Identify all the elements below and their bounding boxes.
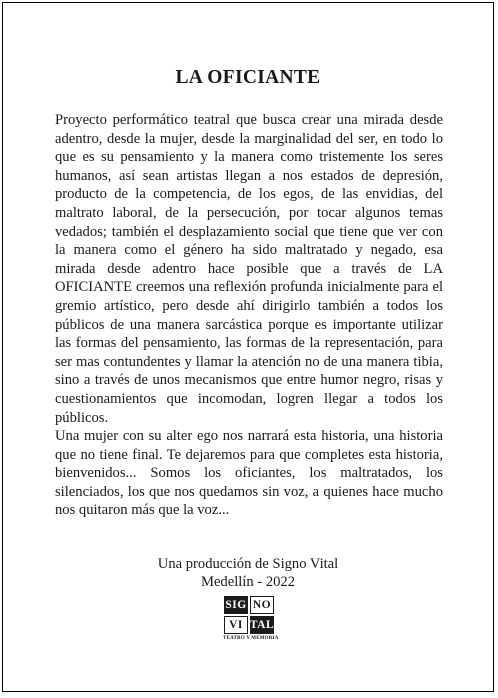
- paragraph-invitation: Una mujer con su alter ego nos narrará esta historia, una historia que no tiene final. Te dejaremos para que completes esta historia, bienvenidos... Somos los oficiantes, los maltratados, los silenciados, los que nos quedamos sin voz, a quienes hace mucho nos quitaron más que la voz...: [55, 428, 443, 519]
- signo-vital-logo: [223, 596, 279, 643]
- document-body: [55, 111, 443, 520]
- logo-cell-vi: VI: [224, 616, 248, 634]
- logo-tagline: TEATRO Y MEMORIA: [223, 636, 279, 641]
- logo-cell-no: NO: [250, 596, 274, 614]
- production-credit: Una producción de Signo Vital: [157, 556, 339, 572]
- logo-grid: [224, 596, 275, 634]
- document-page: [2, 2, 494, 692]
- place-year: Medellín - 2022: [200, 574, 296, 590]
- document-title: LA OFICIANTE: [175, 67, 321, 88]
- logo-cell-sig: SIG: [224, 596, 248, 614]
- paragraph-description: Proyecto performático teatral que busca crear una mirada desde adentro, desde la mujer, desde la marginalidad del ser, en todo lo que es su pensamiento y la manera como tristemente los seres humanos, así sean artistas llegan a nos estados de depresión, producto de la competencia, de los egos, de las envidias, del maltrato laboral, de la persecución, por tocar algunos temas vedados; también el desplazamiento social que tiene que ver con la manera como el género ha sido maltratado y negado, esa mirada desde adentro hace posible que a través de LA OFICIANTE creemos una reflexión profunda inicialmente para el gremio artístico, pero desde ahí dirigirlo también a todos los públicos de una manera sarcástica porque es importante utilizar las formas del pensamiento, las formas de la representación, para ser mas contundentes y llamar la atención no de una manera tibia, sino a través de unos mecanismos que entre humor negro, risas y cuestionamientos que incomodan, logren llegar a todos los públicos.: [55, 112, 443, 426]
- credits: [3, 555, 493, 591]
- logo-cell-tal: TAL: [250, 616, 274, 634]
